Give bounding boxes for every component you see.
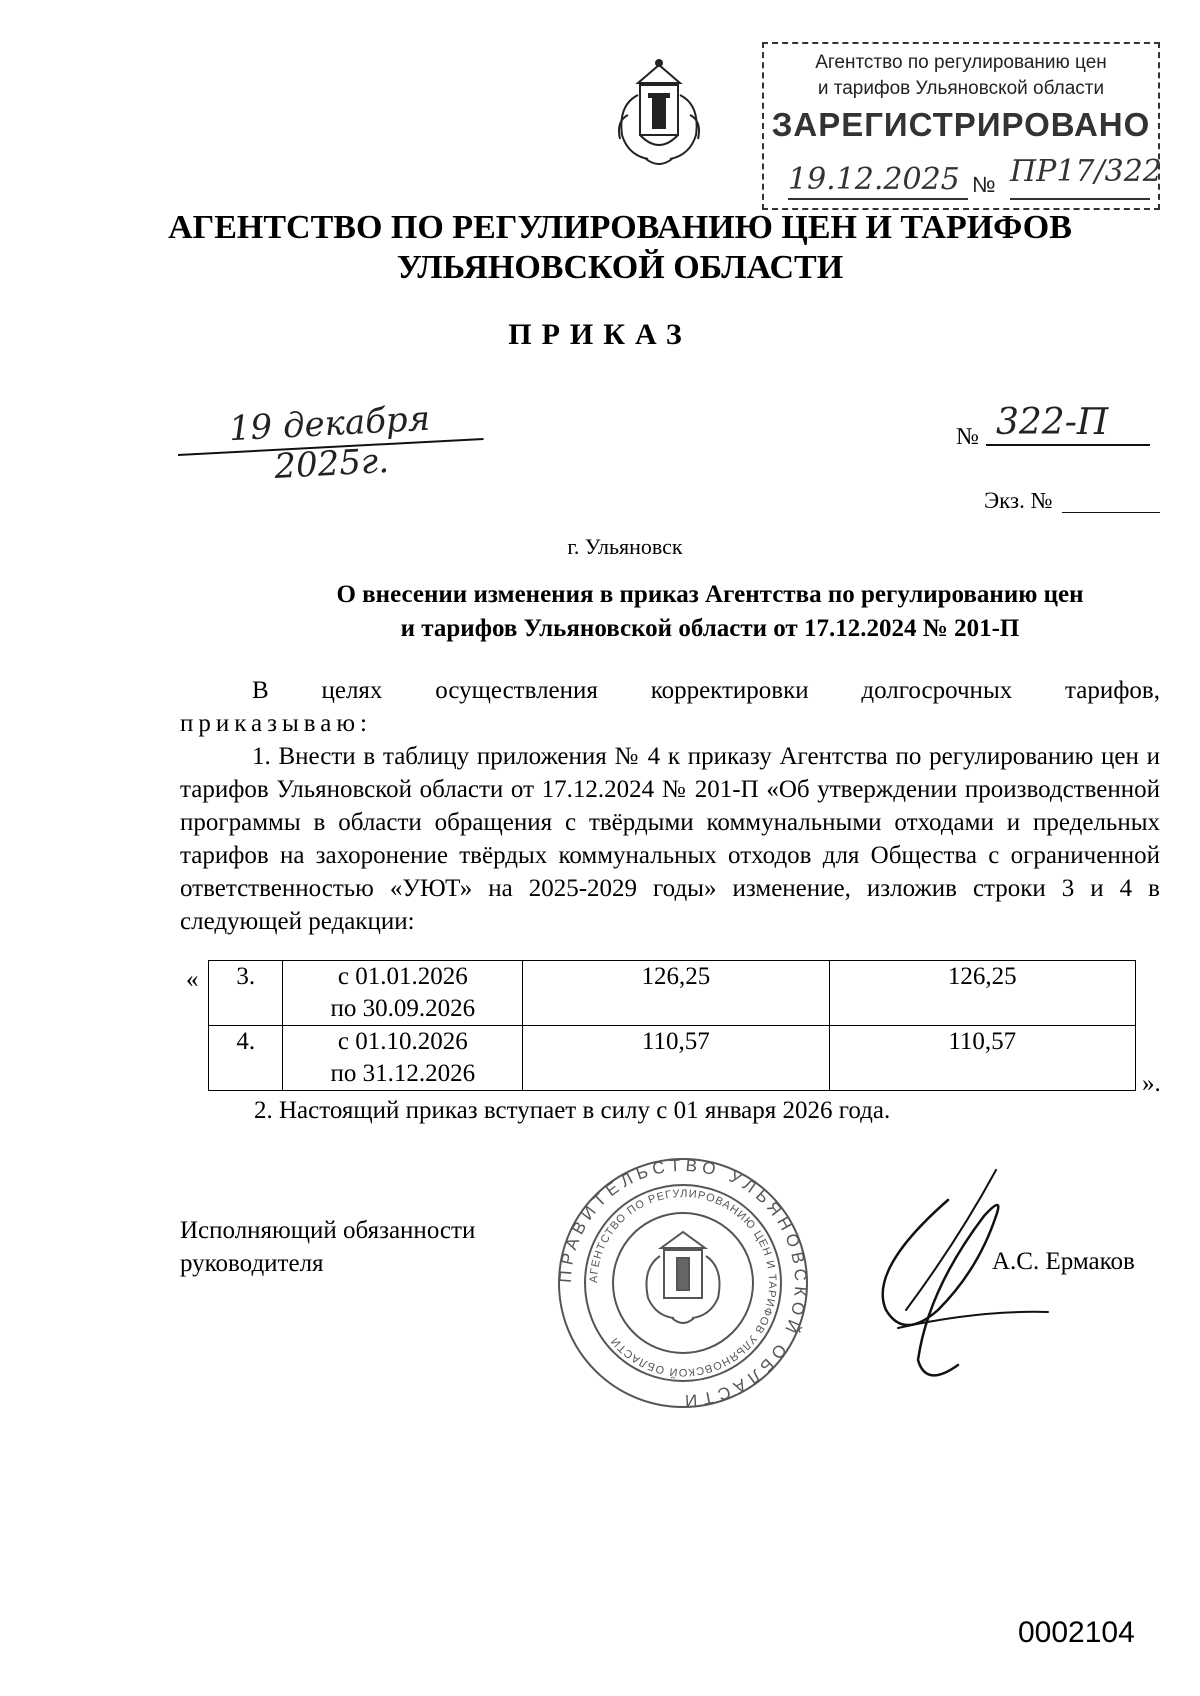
seal-outer-text: ПРАВИТЕЛЬСТВО УЛЬЯНОВСКОЙ ОБЛАСТИ [556, 1156, 810, 1410]
row-number: 3. [209, 961, 283, 1026]
order-number: 322-П [986, 402, 1150, 446]
registration-stamp-line1: Агентство по регулированию цен [815, 52, 1107, 73]
order-number-label: № [956, 424, 979, 450]
table-row [209, 1026, 1136, 1091]
coat-of-arms-icon [608, 55, 710, 173]
seal-inner-text: АГЕНТСТВО ПО РЕГУЛИРОВАНИЮ ЦЕН И ТАРИФОВ УЛЬЯНОВСКОЙ ОБЛАСТИ [587, 1187, 779, 1379]
registration-number: ПР17/322 [1010, 154, 1150, 200]
registration-date: 19.12.2025 [788, 162, 968, 200]
seal-emblem-icon [647, 1232, 720, 1323]
signatory-position-line2: руководителя [180, 1250, 324, 1277]
row-period [283, 1026, 523, 1091]
registration-stamp-title: ЗАРЕГИСТРИРОВАНО [771, 106, 1151, 143]
row-period [283, 961, 523, 1026]
signatory-name: А.С. Ермаков [992, 1248, 1135, 1275]
signatory-position-line1: Исполняющий обязанности [180, 1217, 476, 1244]
period-to: по 31.12.2026 [330, 1060, 476, 1087]
copy-number-blank [1062, 512, 1160, 513]
document-serial-number: 0002104 [1018, 1616, 1135, 1649]
order-word: приказываю: [180, 710, 372, 737]
row-value-2: 110,57 [829, 1026, 1135, 1091]
subject-line2: и тарифов Ульяновской области от 17.12.2024 № 201-П [400, 615, 1020, 642]
registration-number-label: № [972, 172, 996, 197]
row-value-1: 110,57 [523, 1026, 829, 1091]
agency-title: АГЕНТСТВО ПО РЕГУЛИРОВАНИЮ ЦЕН И ТАРИФОВ УЛЬЯНОВСКОЙ ОБЛАСТИ [168, 209, 1072, 286]
period-from: с 01.10.2026 [337, 1028, 468, 1055]
registration-stamp [762, 42, 1160, 210]
period-from: с 01.01.2026 [337, 963, 468, 990]
row-value-2: 126,25 [829, 961, 1135, 1026]
order-date: 19 декабря 2025г. [176, 396, 484, 456]
official-seal [556, 1156, 810, 1410]
clause-1: 1. Внести в таблицу приложения № 4 к приказу Агентства по регулированию цен и тарифов Ульяновской области от 17.12.2024 № 201-П «Об утверждении производственной программы в области обращения с твёрдыми коммунальными отходами и предельных тарифов на захоронение твёрдых коммунальных отходов для Общества с ограниченной ответственностью «УЮТ» на 2025-2029 годы» изменение, изложив строки 3 и 4 в следующей редакции: [180, 743, 1160, 935]
tariff-table [208, 960, 1136, 1091]
copy-number-label: Экз. № [984, 488, 1053, 513]
table-quote-open: « [186, 966, 199, 993]
clause-2: 2. Настоящий приказ вступает в силу с 01 января 2026 года. [254, 1097, 891, 1124]
row-value-1: 126,25 [523, 961, 829, 1026]
table-quote-close: ». [1142, 1070, 1161, 1097]
table-row [209, 961, 1136, 1026]
registration-stamp-line2: и тарифов Ульяновской области [817, 78, 1105, 99]
period-to: по 30.09.2026 [330, 995, 476, 1022]
order-subject [260, 578, 1160, 646]
city: г. Ульяновск [567, 534, 683, 559]
order-body [180, 674, 1160, 938]
order-title: ПРИКАЗ [508, 318, 692, 351]
subject-line1: О внесении изменения в приказ Агентства по регулированию цен [336, 581, 1084, 608]
intro-paragraph: В целях осуществления корректировки долгосрочных тарифов, [252, 677, 1160, 704]
row-number: 4. [209, 1026, 283, 1091]
signatory-position [180, 1214, 475, 1280]
